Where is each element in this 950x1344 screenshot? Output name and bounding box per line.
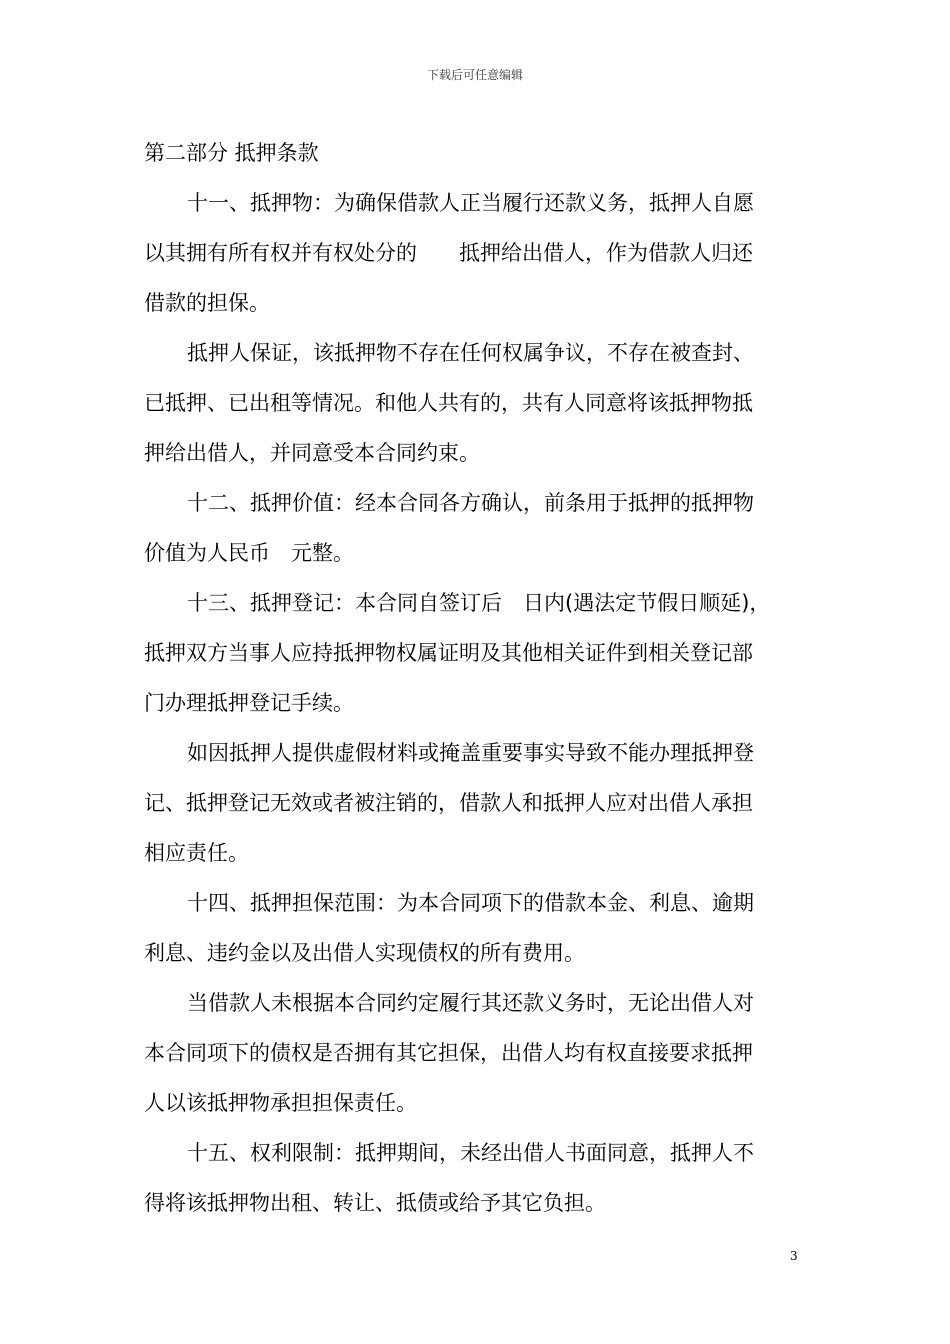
paragraph-mortgagor-guarantee xyxy=(144,328,796,478)
page-number: 3 xyxy=(790,1249,798,1263)
paragraph-default-enforcement xyxy=(144,978,796,1128)
paragraph-line: 得将该抵押物出租、转让、抵债或给予其它负担。 xyxy=(144,1191,606,1215)
paragraph-line: 抵押人保证，该抵押物不存在任何权属争议，不存在被查封、 xyxy=(187,341,754,365)
paragraph-line: 十四、抵押担保范围：为本合同项下的借款本金、利息、逾期 xyxy=(187,891,754,915)
paragraph-line: 押给出借人，并同意受本合同约束。 xyxy=(144,441,480,465)
paragraph-mortgage-property xyxy=(144,178,796,328)
paragraph-line: 借款的担保。 xyxy=(144,291,270,315)
paragraph-mortgage-value xyxy=(144,478,796,578)
paragraph-mortgage-registration xyxy=(144,578,796,728)
paragraph-line: 十五、权利限制：抵押期间，未经出借人书面同意，抵押人不 xyxy=(187,1141,754,1165)
paragraph-guarantee-scope xyxy=(144,878,796,978)
page-header: 下载后可任意编辑 xyxy=(426,68,523,82)
paragraph-line: 本合同项下的债权是否拥有其它担保，出借人均有权直接要求抵押 xyxy=(144,1041,753,1065)
paragraph-line: 当借款人未根据本合同约定履行其还款义务时，无论出借人对 xyxy=(187,991,754,1015)
paragraph-line: 如因抵押人提供虚假材料或掩盖重要事实导致不能办理抵押登 xyxy=(187,741,754,765)
paragraph-line: 十二、抵押价值：经本合同各方确认，前条用于抵押的抵押物 xyxy=(187,491,754,515)
paragraph-line: 记、抵押登记无效或者被注销的，借款人和抵押人应对出借人承担 xyxy=(144,791,753,815)
paragraph-line: 抵押双方当事人应持抵押物权属证明及其他相关证件到相关登记部 xyxy=(144,641,753,665)
paragraph-rights-restriction xyxy=(144,1128,796,1228)
section-title: 第二部分 抵押条款 xyxy=(144,141,319,165)
paragraph-line: 利息、违约金以及出借人实现债权的所有费用。 xyxy=(144,941,585,965)
document-body xyxy=(144,128,796,1228)
paragraph-line: 相应责任。 xyxy=(144,841,249,865)
paragraph-line: 价值为人民币 元整。 xyxy=(144,541,354,565)
paragraph-line: 门办理抵押登记手续。 xyxy=(144,691,354,715)
paragraph-line: 已抵押、已出租等情况。和他人共有的，共有人同意将该抵押物抵 xyxy=(144,391,753,415)
paragraph-false-materials-liability xyxy=(144,728,796,878)
paragraph-line: 人以该抵押物承担担保责任。 xyxy=(144,1091,417,1115)
paragraph-line: 以其拥有所有权并有权处分的 抵押给出借人，作为借款人归还 xyxy=(144,241,753,265)
paragraph-line: 十三、抵押登记：本合同自签订后 日内(遇法定节假日顺延)， xyxy=(187,591,771,615)
paragraph-line: 十一、抵押物：为确保借款人正当履行还款义务，抵押人自愿 xyxy=(187,191,754,215)
